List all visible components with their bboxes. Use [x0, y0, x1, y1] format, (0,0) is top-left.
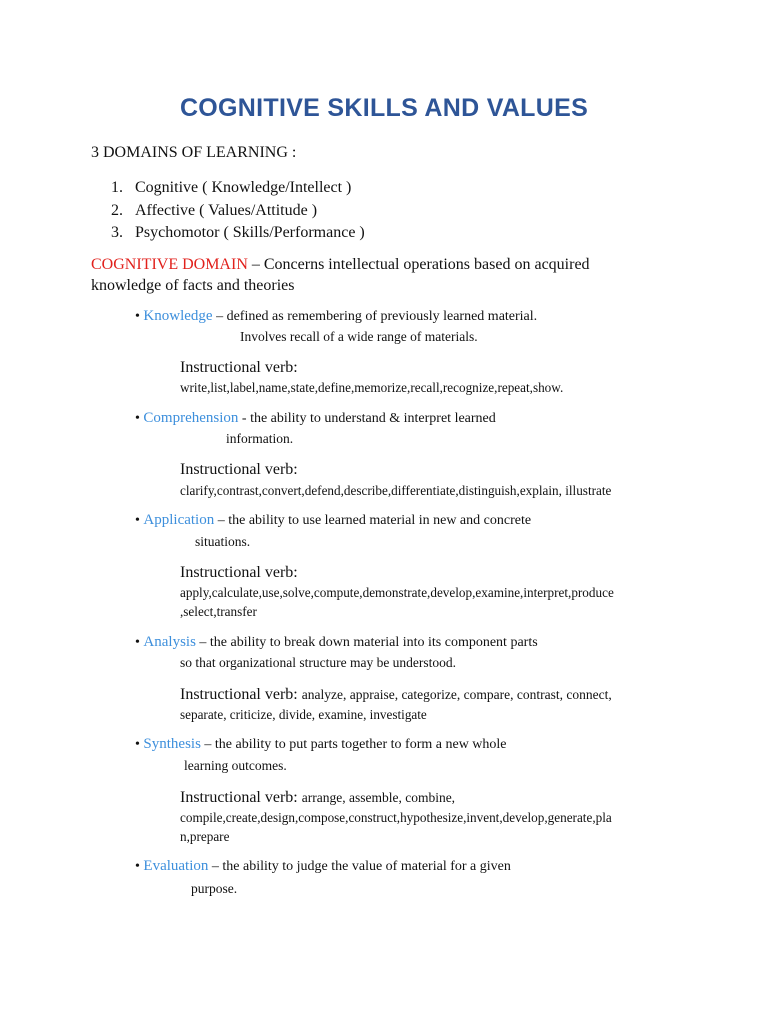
term-knowledge: Knowledge	[143, 308, 213, 324]
definition-text: - the ability to understand & interpret learned	[238, 411, 496, 426]
definition-continuation: Involves recall of a wide range of materials.	[240, 329, 478, 344]
verb-list: apply,calculate,use,solve,compute,demonstrate,develop,examine,interpret,produce	[180, 585, 614, 600]
verb-heading-line	[180, 789, 455, 807]
bullet: •	[135, 859, 140, 874]
verb-list: compile,create,design,compose,construct,hypothesize,invent,develop,generate,pla	[180, 810, 612, 825]
cognitive-domain-intro	[91, 254, 651, 296]
bullet: •	[135, 411, 140, 426]
cognitive-domain-label: COGNITIVE DOMAIN	[91, 256, 248, 273]
list-item-text: Cognitive ( Knowledge/Intellect )	[135, 179, 352, 196]
list-item	[111, 200, 365, 223]
verb-heading-line	[180, 686, 612, 704]
definition-text: – defined as remembering of previously learned material.	[212, 309, 538, 324]
verb-heading: Instructional verb:	[180, 359, 298, 376]
section-comprehension	[135, 410, 496, 427]
verb-list: write,list,label,name,state,define,memorize,recall,recognize,repeat,show.	[180, 380, 564, 395]
definition-continuation: situations.	[195, 534, 251, 549]
section-synthesis	[135, 736, 507, 753]
verb-heading: Instructional verb:	[180, 789, 298, 806]
list-item	[111, 222, 365, 245]
term-evaluation: Evaluation	[143, 858, 209, 874]
verb-heading: Instructional verb:	[180, 686, 298, 703]
list-item-text: Affective ( Values/Attitude )	[135, 201, 318, 219]
list-number: 2.	[111, 201, 123, 219]
verb-list: clarify,contrast,convert,defend,describe,differentiate,distinguish,explain, illustrate	[180, 483, 612, 498]
verb-list: n,prepare	[180, 829, 230, 844]
verb-heading: Instructional verb:	[180, 461, 298, 478]
list-number: 3.	[111, 224, 123, 241]
definition-continuation: so that organizational structure may be understood.	[180, 655, 457, 670]
term-application: Application	[143, 512, 215, 528]
verb-list: ,select,transfer	[180, 604, 257, 619]
list-item-text: Psychomotor ( Skills/Performance )	[135, 224, 365, 241]
definition-text: – the ability to put parts together to form a new whole	[200, 737, 507, 752]
section-evaluation	[135, 858, 511, 875]
list-item	[111, 177, 365, 200]
page-title: COGNITIVE SKILLS AND VALUES	[179, 94, 589, 122]
bullet: •	[135, 635, 140, 650]
section-application	[135, 512, 531, 529]
list-number: 1.	[111, 179, 123, 196]
section-analysis	[135, 634, 538, 651]
bullet: •	[135, 309, 140, 324]
definition-text: – the ability to break down material into its component parts	[195, 635, 538, 650]
section-knowledge	[135, 308, 537, 325]
definition-continuation: learning outcomes.	[184, 758, 287, 773]
verb-heading: Instructional verb:	[180, 564, 298, 581]
term-comprehension: Comprehension	[143, 410, 239, 426]
domains-list	[111, 177, 365, 245]
term-analysis: Analysis	[143, 634, 196, 650]
verb-list-inline: analyze, appraise, categorize, compare, contrast, connect,	[301, 687, 612, 702]
term-synthesis: Synthesis	[143, 736, 201, 752]
definition-text: – the ability to judge the value of material for a given	[208, 859, 511, 874]
verb-list: separate, criticize, divide, examine, investigate	[180, 707, 427, 722]
definition-continuation: purpose.	[191, 881, 238, 896]
bullet: •	[135, 513, 140, 528]
verb-list-inline: arrange, assemble, combine,	[301, 790, 456, 805]
definition-text: – the ability to use learned material in new and concrete	[214, 513, 532, 528]
domains-heading: 3 DOMAINS OF LEARNING :	[91, 144, 297, 161]
cognitive-domain-text: – Concerns intellectual operations based on acquired knowledge of facts and theories	[91, 256, 590, 294]
bullet: •	[135, 737, 140, 752]
definition-continuation: information.	[226, 431, 294, 446]
